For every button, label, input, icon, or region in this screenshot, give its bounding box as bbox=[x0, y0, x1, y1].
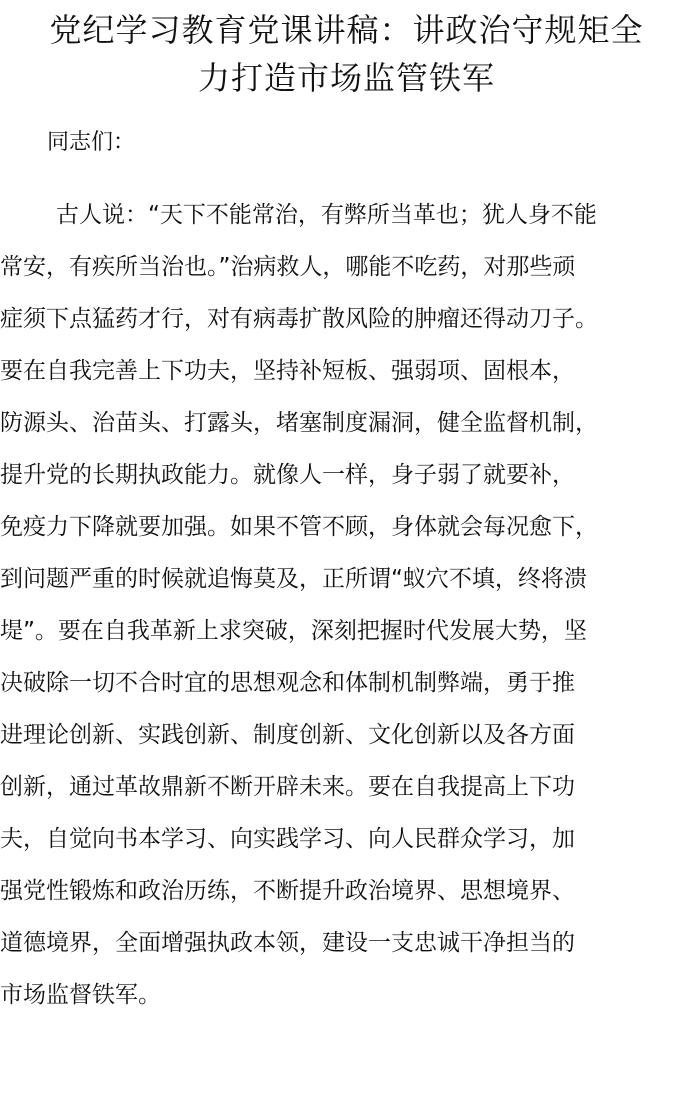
paragraph-line-11: 进理论创新、实践创新、制度创新、文化创新以及各方面 bbox=[0, 722, 575, 748]
paragraph-line-2: 常安，有疾所当治也。”治病救人，哪能不吃药，对那些顽 bbox=[0, 254, 576, 280]
paragraph-line-9: 堤”。要在自我革新上求突破，深刻把握时代发展大势，坚 bbox=[0, 618, 587, 644]
document-title bbox=[0, 6, 693, 102]
paragraph-line-3: 症须下点猛药才行，对有病毒扩散风险的肿瘤还得动刀子。 bbox=[0, 306, 598, 332]
title-line-2: 力打造市场监管铁军 bbox=[197, 59, 495, 97]
paragraph-line-8: 到问题严重的时候就追悔莫及，正所谓“蚁穴不填，终将溃 bbox=[0, 566, 587, 592]
paragraph-line-15: 道德境界，全面增强执政本领，建设一支忠诚干净担当的 bbox=[0, 930, 575, 956]
paragraph-line-16: 市场监督铁军。 bbox=[0, 982, 161, 1008]
paragraph-line-6: 提升党的长期执政能力。就像人一样，身子弱了就要补， bbox=[0, 462, 575, 488]
title-line-1: 党纪学习教育党课讲稿：讲政治守规矩全 bbox=[49, 11, 644, 49]
paragraph-line-7: 免疫力下降就要加强。如果不管不顾，身体就会每况愈下， bbox=[0, 514, 598, 540]
paragraph-line-5: 防源头、治苗头、打露头，堵塞制度漏洞，健全监督机制， bbox=[0, 410, 598, 436]
paragraph-line-10: 决破除一切不合时宜的思想观念和体制机制弊端，勇于推 bbox=[0, 670, 575, 696]
paragraph-line-1: 古人说：“天下不能常治，有弊所当革也；犹人身不能 bbox=[56, 202, 597, 228]
paragraph-line-13: 夫，自觉向书本学习、向实践学习、向人民群众学习，加 bbox=[0, 826, 575, 852]
paragraph-line-14: 强党性锻炼和政治历练，不断提升政治境界、思想境界、 bbox=[0, 878, 575, 904]
body-paragraph bbox=[0, 189, 693, 1021]
paragraph-line-4: 要在自我完善上下功夫，坚持补短板、强弱项、固根本， bbox=[0, 358, 575, 384]
paragraph-line-12: 创新，通过革故鼎新不断开辟未来。要在自我提高上下功 bbox=[0, 774, 575, 800]
greeting: 同志们： bbox=[47, 130, 136, 155]
